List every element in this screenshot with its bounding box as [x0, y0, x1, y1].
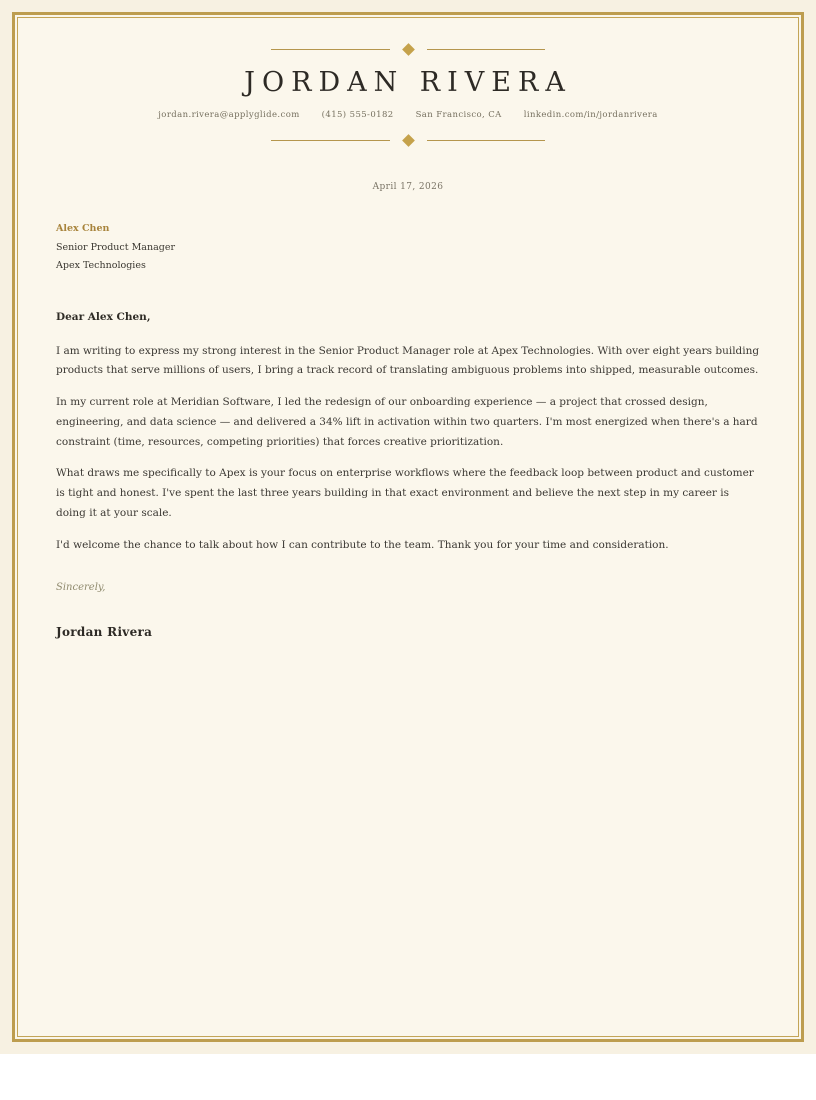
recipient-block	[56, 220, 760, 276]
letter-date: April 17, 2026	[372, 182, 444, 192]
divider-line	[271, 49, 390, 50]
contact-linkedin: linkedin.com/in/jordanrivera	[523, 110, 658, 120]
outer-gold-frame	[12, 12, 804, 1042]
closing: Sincerely,	[56, 581, 106, 593]
contact-location: San Francisco, CA	[415, 110, 502, 120]
recipient-title: Senior Product Manager	[56, 241, 175, 253]
body-paragraph: I'd welcome the chance to talk about how I can contribute to the team. Thank you for your time and consideration.	[56, 538, 669, 551]
contact-row	[56, 110, 760, 120]
divider-line	[427, 49, 546, 50]
body-paragraph: I am writing to express my strong interest in the Senior Product Manager role at Apex Technologies. With over eight years building products that serve millions of users, I bring a track record of translating ambiguous problems into shipped, measurable outcomes.	[56, 344, 760, 377]
header-top-divider	[271, 45, 545, 54]
salutation: Dear Alex Chen,	[56, 310, 151, 323]
body-paragraph: In my current role at Meridian Software, I led the redesign of our onboarding experience — a project that crossed design, engineering, and data science — and delivered a 34% lift in activation within two quarters. I'm most energized when there's a hard constraint (time, resources, competing priorities) that forces creative prioritization.	[56, 396, 758, 448]
contact-phone: (415) 555-0182	[321, 110, 394, 120]
diamond-icon	[402, 134, 415, 147]
divider-line	[427, 140, 546, 141]
recipient-company: Apex Technologies	[56, 260, 146, 271]
body-paragraph: What draws me specifically to Apex is your focus on enterprise workflows where the feedback loop between product and customer is tight and honest. I've spent the last three years building in that exact environment and believe the next step in my career is doing it at your scale.	[56, 467, 754, 520]
recipient-name: Alex Chen	[56, 223, 110, 234]
contact-email: jordan.rivera@applyglide.com	[158, 110, 300, 120]
divider-line	[271, 140, 390, 141]
signature-name: Jordan Rivera	[56, 624, 153, 639]
page-title: JORDAN RIVERA	[244, 67, 572, 98]
header-bottom-divider	[271, 136, 545, 145]
diamond-icon	[402, 43, 415, 56]
inner-gold-frame	[17, 17, 799, 1037]
